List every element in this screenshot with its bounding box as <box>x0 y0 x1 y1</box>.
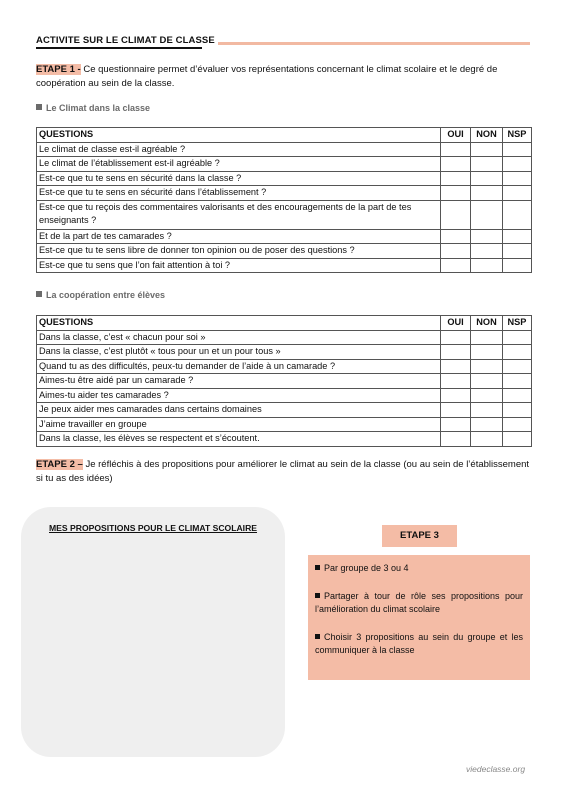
table-row <box>37 359 532 374</box>
etape1-text: Ce questionnaire permet d’évaluer vos représentations concernant le climat scolaire et le degré de coopération au sein de la classe. <box>36 64 498 89</box>
question-text: Le climat de l’établissement est-il agréable ? <box>37 157 441 172</box>
table-row <box>37 171 532 186</box>
title-underline <box>36 47 202 49</box>
propositions-writing-area[interactable] <box>21 507 285 757</box>
etape3-instructions-box <box>308 555 530 680</box>
answer-cell-oui[interactable] <box>441 171 471 186</box>
answer-cell-oui[interactable] <box>441 345 471 360</box>
square-bullet-icon <box>315 565 320 570</box>
col-header-nsp: NSP <box>503 128 532 143</box>
answer-cell-oui[interactable] <box>441 157 471 172</box>
answer-cell-oui[interactable] <box>441 374 471 389</box>
square-bullet-icon <box>36 104 42 110</box>
answer-cell-non[interactable] <box>471 374 503 389</box>
etape3-item-text: Par groupe de 3 ou 4 <box>324 563 409 573</box>
answer-cell-nsp[interactable] <box>503 157 532 172</box>
col-header-non: NON <box>471 316 503 331</box>
question-text: Dans la classe, les élèves se respectent et s’écoutent. <box>37 432 441 447</box>
answer-cell-nsp[interactable] <box>503 142 532 157</box>
question-text: Est-ce que tu te sens en sécurité dans l’établissement ? <box>37 186 441 201</box>
answer-cell-nsp[interactable] <box>503 388 532 403</box>
table-row <box>37 229 532 244</box>
square-bullet-icon <box>36 291 42 297</box>
col-header-oui: OUI <box>441 316 471 331</box>
answer-cell-non[interactable] <box>471 200 503 229</box>
answer-cell-non[interactable] <box>471 258 503 273</box>
table-row <box>37 186 532 201</box>
answer-cell-nsp[interactable] <box>503 258 532 273</box>
col-header-nsp: NSP <box>503 316 532 331</box>
table-row <box>37 432 532 447</box>
answer-cell-non[interactable] <box>471 345 503 360</box>
square-bullet-icon <box>315 593 320 598</box>
footer-site: viedeclasse.org <box>466 764 526 774</box>
answer-cell-non[interactable] <box>471 417 503 432</box>
answer-cell-nsp[interactable] <box>503 186 532 201</box>
question-text: Dans la classe, c’est plutôt « tous pour un et un pour tous » <box>37 345 441 360</box>
table-row <box>37 403 532 418</box>
table-row <box>37 157 532 172</box>
square-bullet-icon <box>315 634 320 639</box>
etape2-text: Je réfléchis à des propositions pour améliorer le climat au sein de la classe (ou au sein de l’établissement si tu as des idées) <box>36 459 530 484</box>
answer-cell-non[interactable] <box>471 359 503 374</box>
col-header-questions: QUESTIONS <box>37 128 441 143</box>
table-row <box>37 258 532 273</box>
table-row <box>37 142 532 157</box>
table-row <box>37 345 532 360</box>
question-text: Aimes-tu aider tes camarades ? <box>37 388 441 403</box>
list-item <box>315 562 523 576</box>
answer-cell-oui[interactable] <box>441 258 471 273</box>
question-text: Est-ce que tu sens que l’on fait attention à toi ? <box>37 258 441 273</box>
etape1-tag: ETAPE 1 - <box>36 64 81 75</box>
answer-cell-oui[interactable] <box>441 432 471 447</box>
cooperation-questions-table <box>36 315 532 447</box>
answer-cell-nsp[interactable] <box>503 229 532 244</box>
section1-title: Le Climat dans la classe <box>46 103 151 113</box>
col-header-questions: QUESTIONS <box>37 316 441 331</box>
answer-cell-nsp[interactable] <box>503 417 532 432</box>
question-text: Est-ce que tu te sens en sécurité dans la classe ? <box>37 171 441 186</box>
answer-cell-non[interactable] <box>471 330 503 345</box>
table-row <box>37 374 532 389</box>
answer-cell-non[interactable] <box>471 186 503 201</box>
answer-cell-nsp[interactable] <box>503 403 532 418</box>
col-header-oui: OUI <box>441 128 471 143</box>
table-row <box>37 417 532 432</box>
question-text: Quand tu as des difficultés, peux-tu demander de l’aide à un camarade ? <box>37 359 441 374</box>
section2-title: La coopération entre élèves <box>46 290 166 300</box>
col-header-non: NON <box>471 128 503 143</box>
answer-cell-oui[interactable] <box>441 388 471 403</box>
table-row <box>37 244 532 259</box>
etape2-tag: ETAPE 2 – <box>36 459 83 470</box>
etape3-tag: ETAPE 3 <box>382 525 457 547</box>
question-text: Dans la classe, c’est « chacun pour soi » <box>37 330 441 345</box>
etape3-item-text: Choisir 3 propositions au sein du groupe et les communiquer à la classe <box>315 631 523 655</box>
answer-cell-nsp[interactable] <box>503 330 532 345</box>
table-header-row <box>37 128 532 143</box>
question-text: Aimes-tu être aidé par un camarade ? <box>37 374 441 389</box>
answer-cell-non[interactable] <box>471 388 503 403</box>
question-text: Le climat de classe est-il agréable ? <box>37 142 441 157</box>
table-row <box>37 200 532 229</box>
answer-cell-nsp[interactable] <box>503 432 532 447</box>
answer-cell-oui[interactable] <box>441 186 471 201</box>
question-text: Et de la part de tes camarades ? <box>37 229 441 244</box>
answer-cell-nsp[interactable] <box>503 200 532 229</box>
table-header-row <box>37 316 532 331</box>
section2-heading <box>36 290 165 300</box>
question-text: Je peux aider mes camarades dans certains domaines <box>37 403 441 418</box>
list-item <box>315 590 523 617</box>
answer-cell-non[interactable] <box>471 157 503 172</box>
answer-cell-oui[interactable] <box>441 229 471 244</box>
etape3-item-text: Partager à tour de rôle ses propositions pour l’amélioration du climat scolaire <box>315 590 523 614</box>
etape2-paragraph <box>36 458 530 486</box>
answer-cell-non[interactable] <box>471 142 503 157</box>
answer-cell-oui[interactable] <box>441 330 471 345</box>
answer-cell-oui[interactable] <box>441 403 471 418</box>
table-row <box>37 330 532 345</box>
answer-cell-non[interactable] <box>471 229 503 244</box>
header-rule <box>218 42 530 45</box>
answer-cell-nsp[interactable] <box>503 244 532 259</box>
table-row <box>37 388 532 403</box>
answer-cell-nsp[interactable] <box>503 359 532 374</box>
answer-cell-nsp[interactable] <box>503 374 532 389</box>
answer-cell-non[interactable] <box>471 171 503 186</box>
answer-cell-oui[interactable] <box>441 417 471 432</box>
answer-cell-nsp[interactable] <box>503 345 532 360</box>
answer-cell-non[interactable] <box>471 244 503 259</box>
section1-heading <box>36 103 150 113</box>
question-text: J’aime travailler en groupe <box>37 417 441 432</box>
answer-cell-oui[interactable] <box>441 244 471 259</box>
answer-cell-oui[interactable] <box>441 359 471 374</box>
answer-cell-non[interactable] <box>471 403 503 418</box>
answer-cell-non[interactable] <box>471 432 503 447</box>
climat-questions-table <box>36 127 532 273</box>
question-text: Est-ce que tu te sens libre de donner ton opinion ou de poser des questions ? <box>37 244 441 259</box>
propositions-title: MES PROPOSITIONS POUR LE CLIMAT SCOLAIRE <box>49 523 258 533</box>
page-title: ACTIVITE SUR LE CLIMAT DE CLASSE <box>36 35 215 46</box>
answer-cell-oui[interactable] <box>441 200 471 229</box>
answer-cell-nsp[interactable] <box>503 171 532 186</box>
answer-cell-oui[interactable] <box>441 142 471 157</box>
list-item <box>315 631 523 658</box>
etape1-paragraph <box>36 63 530 91</box>
question-text: Est-ce que tu reçois des commentaires valorisants et des encouragements de la part de tes enseignants ? <box>37 200 441 229</box>
